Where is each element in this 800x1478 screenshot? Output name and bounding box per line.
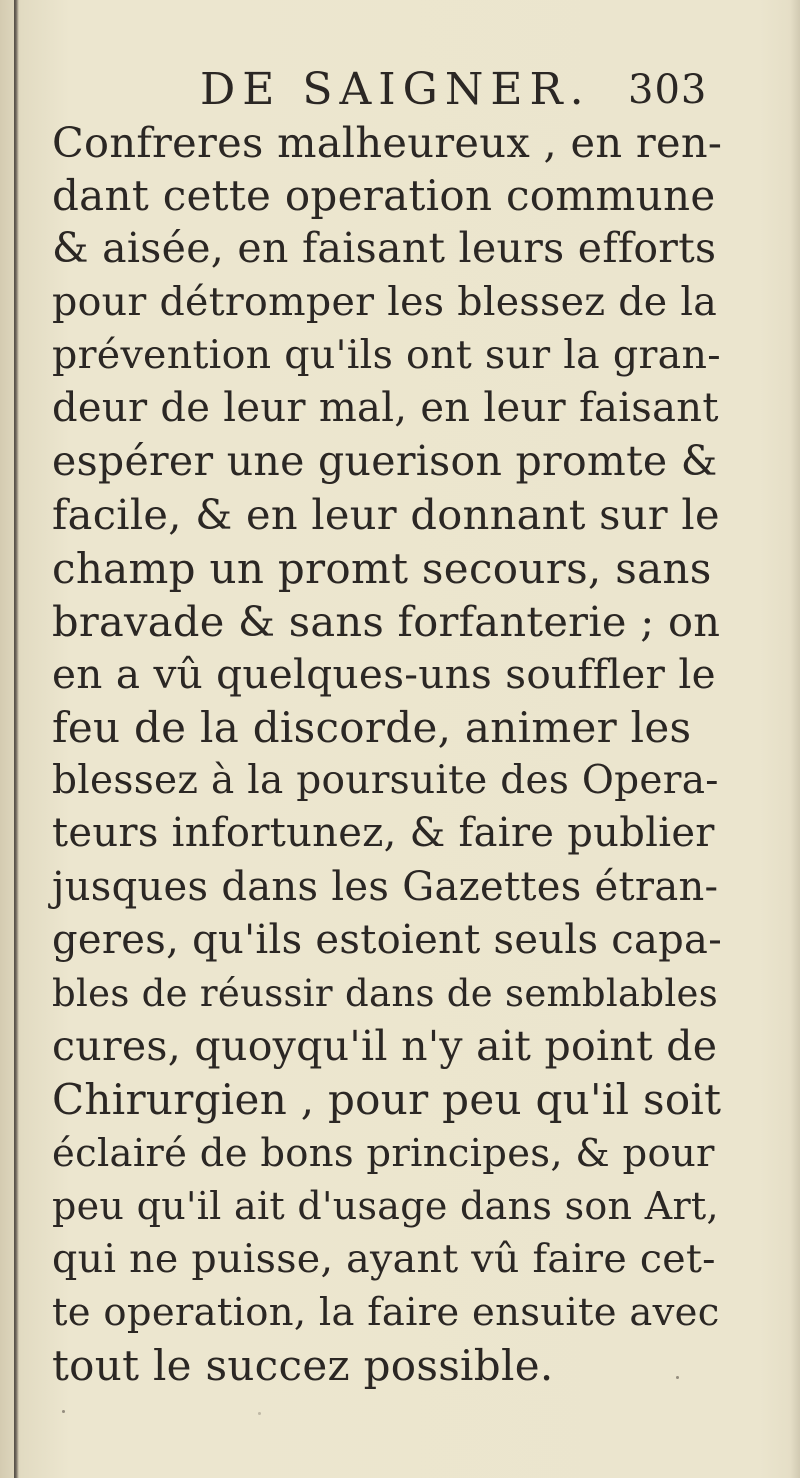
- text-line: deur de leur mal, en leur faisant: [52, 384, 719, 431]
- paper-speck: [258, 1412, 261, 1415]
- text-line: te operation, la faire ensuite avec: [52, 1290, 720, 1336]
- text-line: facile, & en leur donnant sur le: [52, 490, 720, 540]
- page-edge-shadow: [790, 0, 800, 1478]
- text-line: bles de réussir dans de semblables: [52, 972, 718, 1015]
- text-line: feu de la discorde, animer les: [52, 703, 692, 753]
- text-line: Confreres malheureux , en ren-: [52, 118, 723, 167]
- text-line: en a vû quelques-uns souffler le: [52, 649, 716, 698]
- text-line: champ un promt secours, sans: [52, 543, 712, 593]
- text-line: pour détromper les blessez de la: [52, 278, 718, 325]
- text-line: qui ne puisse, ayant vû faire cet-: [52, 1235, 716, 1282]
- running-title: DE SAIGNER.: [200, 64, 591, 115]
- body-text: [52, 116, 722, 1393]
- text-line: bravade & sans forfanterie ; on: [52, 596, 721, 646]
- text-line: blessez à la poursuite des Opera-: [52, 758, 719, 804]
- text-line: & aisée, en faisant leurs efforts: [52, 224, 717, 273]
- text-line: espérer une guerison promte &: [52, 437, 718, 486]
- paper-speck: [676, 1376, 679, 1379]
- text-line: cures, quoyqu'il n'y ait point de: [52, 1022, 718, 1071]
- paper-speck: [62, 1410, 65, 1413]
- page-number: 303: [628, 67, 708, 113]
- running-head: [200, 60, 760, 120]
- text-line: dant cette operation commune: [52, 171, 716, 221]
- text-line: Chirurgien , pour peu qu'il soit: [52, 1075, 722, 1125]
- text-line: peu qu'il ait d'usage dans son Art,: [52, 1183, 719, 1228]
- text-line: jusques dans les Gazettes étran-: [52, 863, 719, 910]
- text-line: tout le succez possible.: [52, 1341, 554, 1391]
- text-line: éclairé de bons principes, & pour: [52, 1130, 715, 1176]
- text-line: prévention qu'ils ont sur la gran-: [52, 331, 721, 378]
- binding-gutter: [14, 0, 19, 1478]
- text-line: geres, qu'ils estoient seuls capa-: [52, 916, 723, 963]
- text-line: teurs infortunez, & faire publier: [52, 810, 715, 857]
